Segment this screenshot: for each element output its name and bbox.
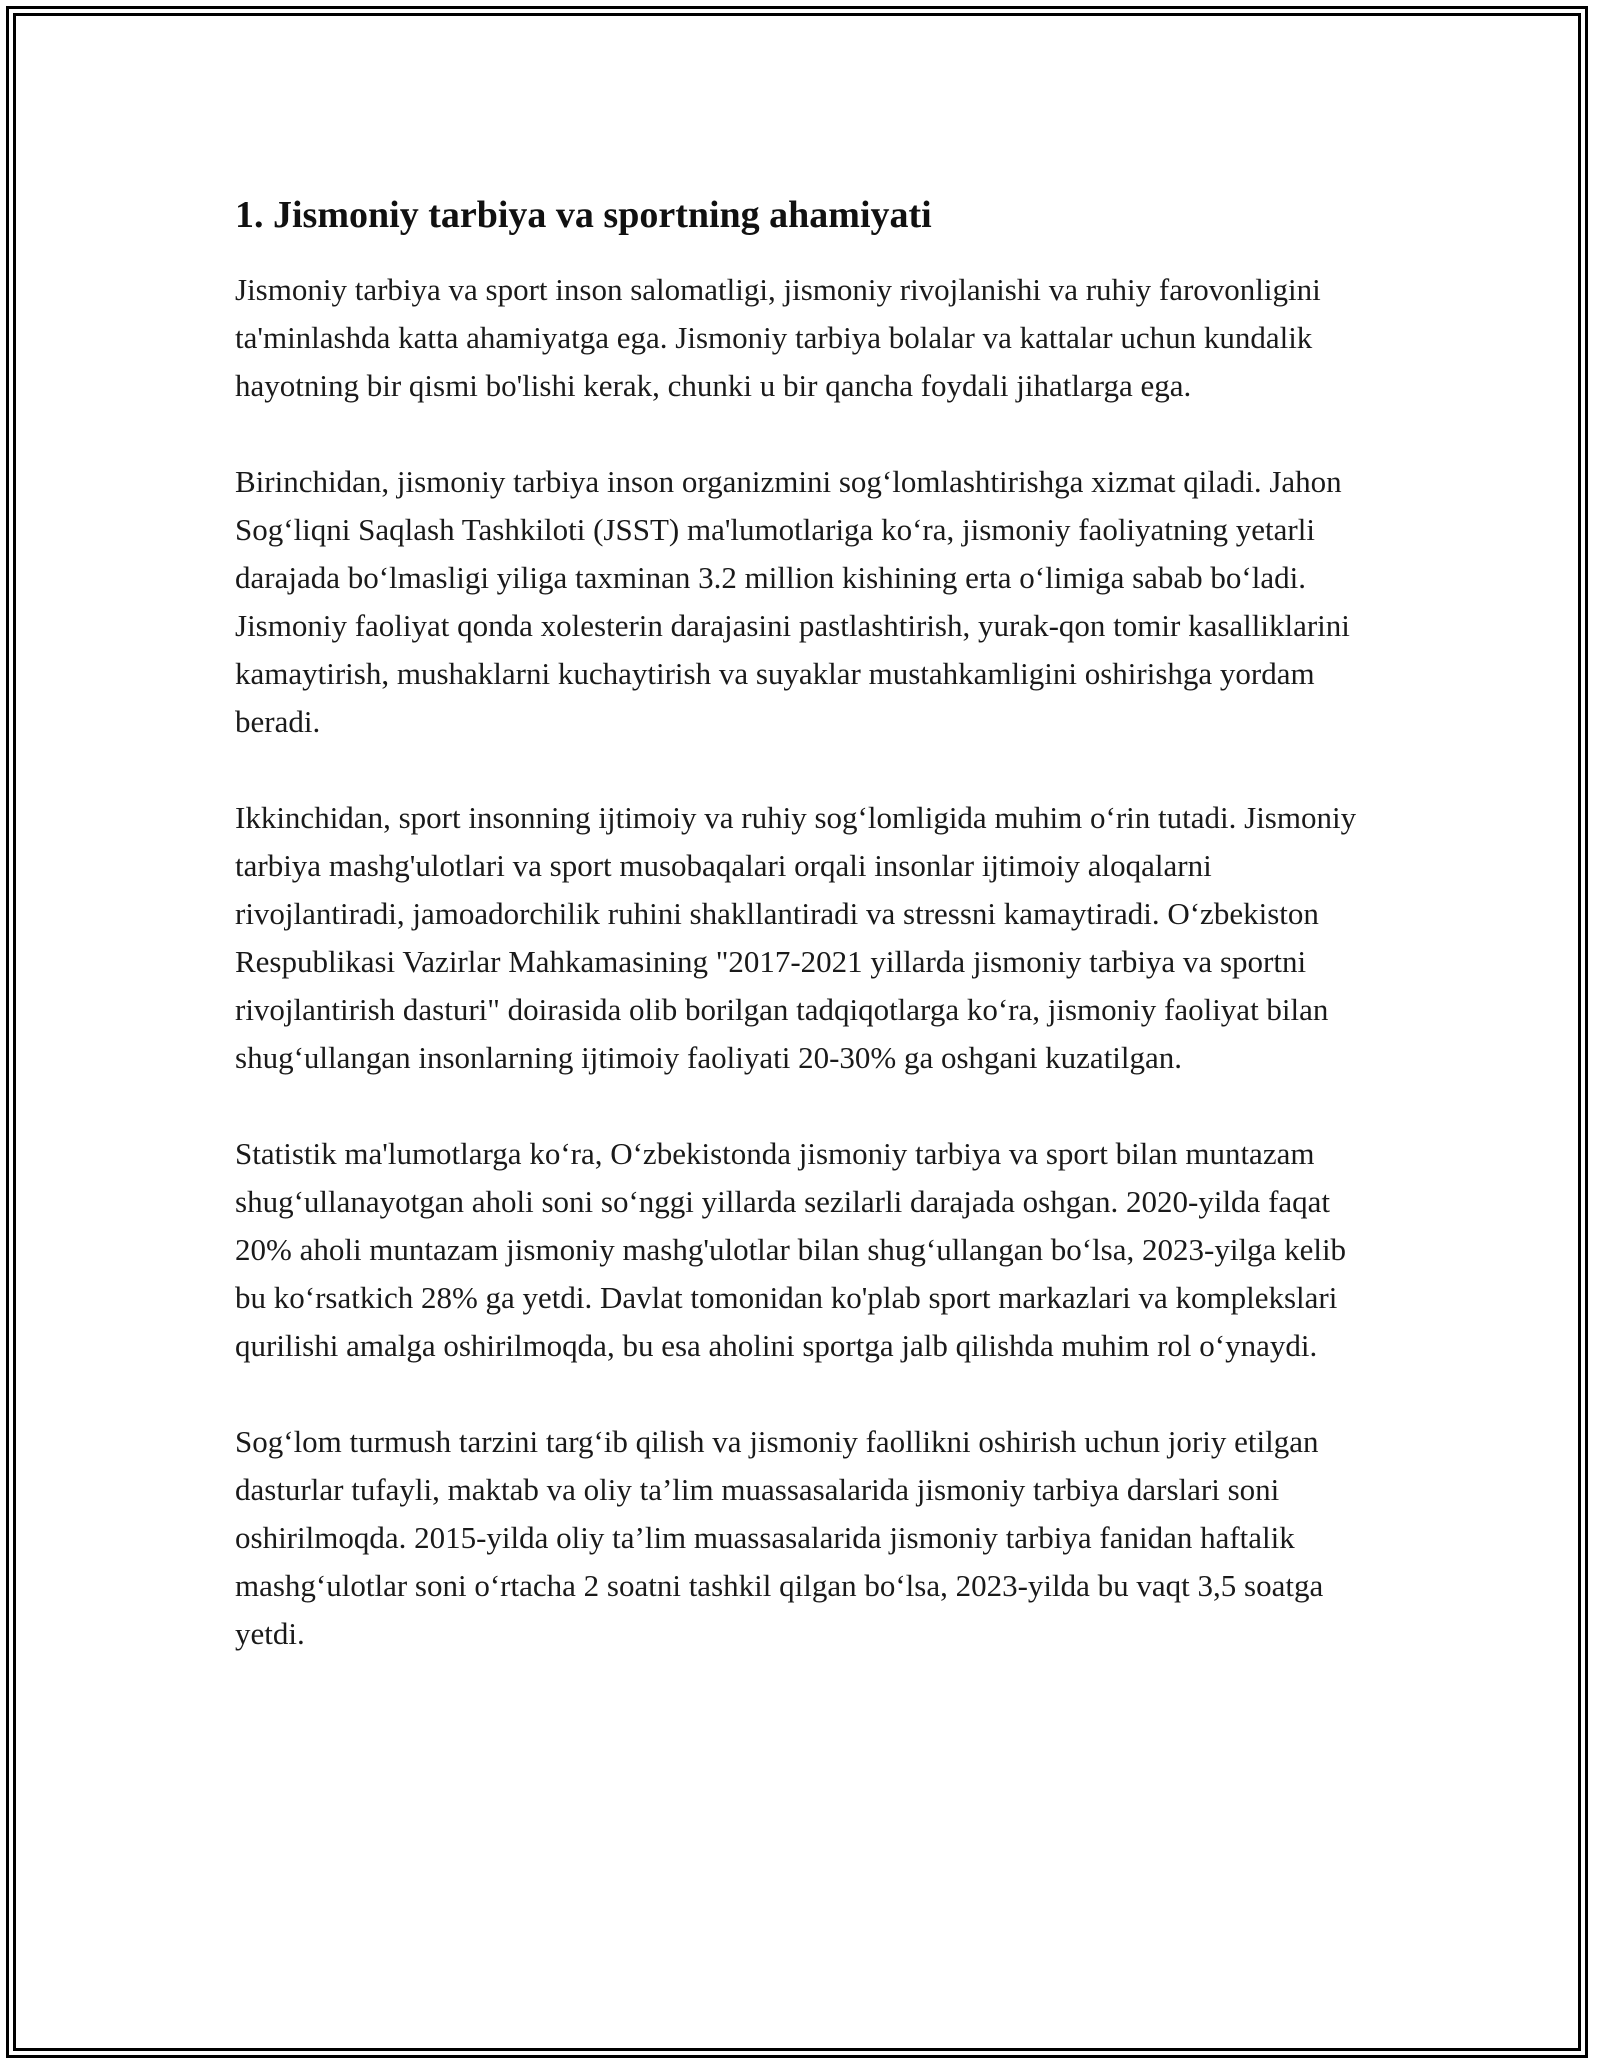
- paragraph-intro: Jismoniy tarbiya va sport inson salomatligi, jismoniy rivojlanishi va ruhiy farovonligini ta'minlashda katta ahamiyatga ega. Jismoniy tarbiya bolalar va kattalar uchun kundalik hayotning bir qismi bo'lishi kerak, chunki u bir qancha foydali jihatlarga ega.: [235, 272, 1321, 403]
- paragraph-social: Ikkinchidan, sport insonning ijtimoiy va ruhiy sog‘lomligida muhim o‘rin tutadi. Jismoniy tarbiya mashg'ulotlari va sport musobaqalari orqali insonlar ijtimoiy aloqalarni rivojlantiradi, jamoadorchilik ruhini shakllantiradi va stressni kamaytiradi. O‘zbekiston Respublikasi Vazirlar Mahkamasining "2017-2021 yillarda jismoniy tarbiya va sportni rivojlantirish dasturi" doirasida olib borilgan tadqiqotlarga ko‘ra, jismoniy faoliyat bilan shug‘ullangan insonlarning ijtimoiy faoliyati 20-30% ga oshgani kuzatilgan.: [235, 800, 1357, 1075]
- document-body: [235, 190, 1365, 1706]
- section-heading: 1. Jismoniy tarbiya va sportning ahamiyati: [235, 194, 932, 236]
- paragraph-education: Sog‘lom turmush tarzini targ‘ib qilish va jismoniy faollikni oshirish uchun joriy etilgan dasturlar tufayli, maktab va oliy ta’lim muassasalarida jismoniy tarbiya darslari soni oshirilmoqda. 2015-yilda oliy ta’lim muassasalarida jismoniy tarbiya fanidan haftalik mashg‘ulotlar soni o‘rtacha 2 soatni tashkil qilgan bo‘lsa, 2023-yilda bu vaqt 3,5 soatga yetdi.: [235, 1424, 1324, 1651]
- paragraph-health: Birinchidan, jismoniy tarbiya inson organizmini sog‘lomlashtirishga xizmat qiladi. Jahon Sog‘liqni Saqlash Tashkiloti (JSST) ma'lumotlariga ko‘ra, jismoniy faoliyatning yetarli darajada bo‘lmasligi yiliga taxminan 3.2 million kishining erta o‘limiga sabab bo‘ladi. Jismoniy faoliyat qonda xolesterin darajasini pastlashtirish, yurak-qon tomir kasalliklarini kamaytirish, mushaklarni kuchaytirish va suyaklar mustahkamligini oshirishga yordam beradi.: [235, 464, 1350, 739]
- paragraph-statistics: Statistik ma'lumotlarga ko‘ra, O‘zbekistonda jismoniy tarbiya va sport bilan muntazam shug‘ullanayotgan aholi soni so‘nggi yillarda sezilarli darajada oshgan. 2020-yilda faqat 20% aholi muntazam jismoniy mashg'ulotlar bilan shug‘ullangan bo‘lsa, 2023-yilga kelib bu ko‘rsatkich 28% ga yetdi. Davlat tomonidan ko'plab sport markazlari va komplekslari qurilishi amalga oshirilmoqda, bu esa aholini sportga jalb qilishda muhim rol o‘ynaydi.: [235, 1136, 1347, 1363]
